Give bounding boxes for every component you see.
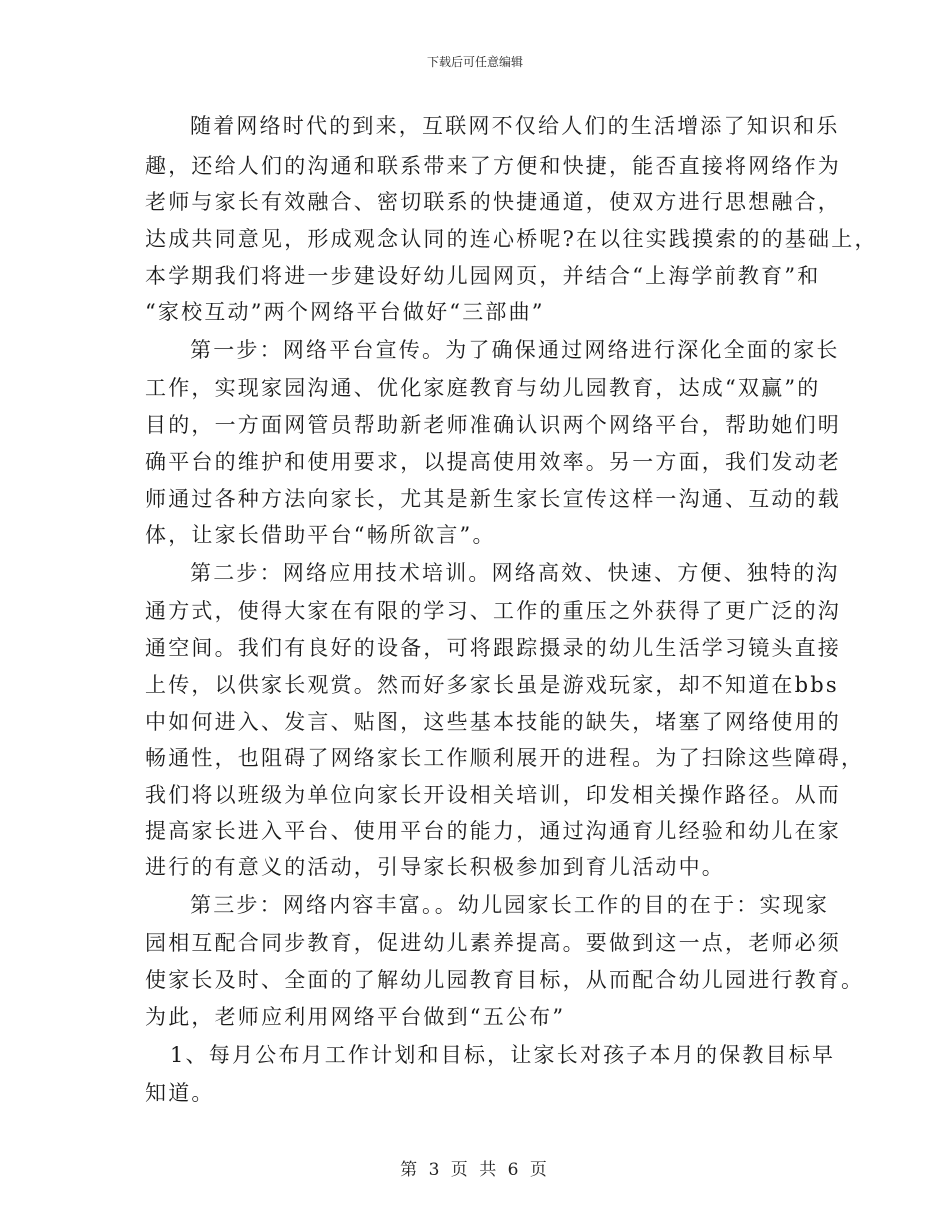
text-line: 趣，还给人们的沟通和联系带来了方便和快捷，能否直接将网络作为 xyxy=(145,154,841,178)
text-line: 进行的有意义的活动，引导家长积极参加到育儿活动中。 xyxy=(145,855,725,879)
text-line: 师通过各种方法向家长，尤其是新生家长宣传这样一沟通、互动的载 xyxy=(145,487,841,511)
page-footer: 第 3 页 共 6 页 xyxy=(400,1160,550,1180)
text-line: 上传，以供家长观赏。然而好多家长虽是游戏玩家，却不知道在bbs xyxy=(145,673,839,697)
text-line: 第二步：网络应用技术培训。网络高效、快速、方便、独特的沟 xyxy=(190,561,840,585)
text-line: 老师与家长有效融合、密切联系的快捷通道，使双方进行思想融合， xyxy=(145,190,841,214)
text-line: 本学期我们将进一步建设好幼儿园网页，并结合“上海学前教育”和 xyxy=(145,264,821,288)
text-line: 通空间。我们有良好的设备，可将跟踪摄录的幼儿生活学习镜头直接 xyxy=(145,636,841,660)
text-line: 1、每月公布月工作计划和目标，让家长对孩子本月的保教目标早 xyxy=(170,1043,836,1067)
text-line: 为此，老师应利用网络平台做到“五公布” xyxy=(145,1005,566,1029)
text-line: 体，让家长借助平台“畅所欲言”。 xyxy=(145,523,496,547)
text-line: 中如何进入、发言、贴图，这些基本技能的缺失，堵塞了网络使用的 xyxy=(145,710,841,734)
text-line: 园相互配合同步教育，促进幼儿素养提高。要做到这一点，老师必须 xyxy=(145,931,841,955)
text-line: 工作，实现家园沟通、优化家庭教育与幼儿园教育，达成“双赢”的 xyxy=(145,376,821,400)
text-line: 第一步：网络平台宣传。为了确保通过网络进行深化全面的家长 xyxy=(190,338,840,362)
text-line: 确平台的维护和使用要求，以提高使用效率。另一方面，我们发动老 xyxy=(145,450,841,474)
text-line: 提高家长进入平台、使用平台的能力，通过沟通育儿经验和幼儿在家 xyxy=(145,819,841,843)
text-line: 我们将以班级为单位向家长开设相关培训，印发相关操作路径。从而 xyxy=(145,783,841,807)
page-header: 下载后可任意编辑 xyxy=(426,55,523,69)
text-line: 目的，一方面网管员帮助新老师准确认识两个网络平台，帮助她们明 xyxy=(145,413,841,437)
text-line: 知道。 xyxy=(145,1081,215,1105)
text-line: “家校互动”两个网络平台做好“三部曲” xyxy=(145,300,545,324)
text-line: 达成共同意见，形成观念认同的连心桥呢?在以往实践摸索的的基础上， xyxy=(145,227,878,251)
text-line: 通方式，使得大家在有限的学习、工作的重压之外获得了更广泛的沟 xyxy=(145,599,841,623)
text-line: 畅通性，也阻碍了网络家长工作顺利展开的进程。为了扫除这些障碍， xyxy=(145,746,865,770)
text-line: 使家长及时、全面的了解幼儿园教育目标，从而配合幼儿园进行教育。 xyxy=(145,968,865,992)
text-line: 第三步：网络内容丰富。。幼儿园家长工作的目的在于：实现家 xyxy=(190,893,830,917)
text-line: 随着网络时代的到来，互联网不仅给人们的生活增添了知识和乐 xyxy=(190,114,840,138)
